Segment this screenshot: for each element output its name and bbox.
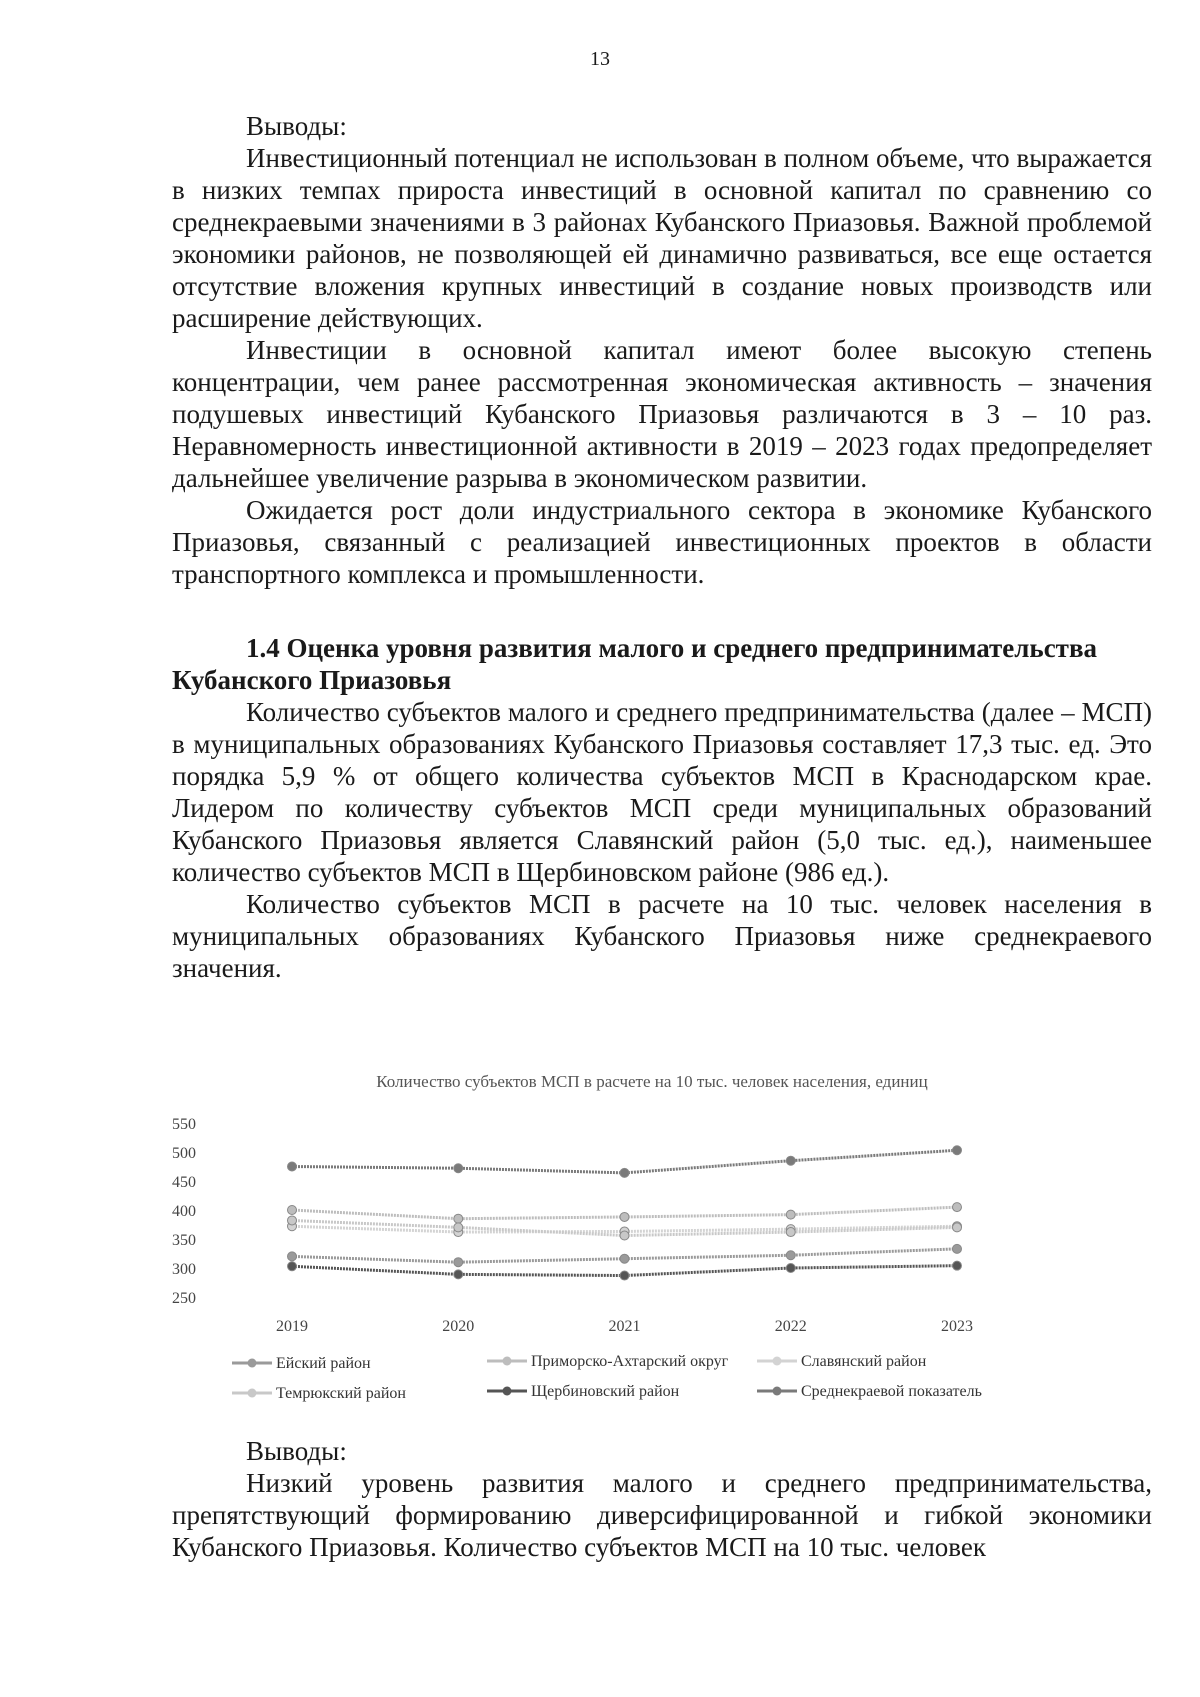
paragraph: Количество субъектов малого и среднего предпринимательства (далее – МСП) в муниципальных образованиях Кубанского Приазовья составляет 17,3 тыс. ед. Это порядка 5,9 % от общего количества субъектов МСП в Краснодарском крае. Лидером по количеству субъектов МСП среди муниципальных образований Кубанского Приазовья является Славянский район (5,0 тыс. ед.), наименьшее количество субъектов МСП в Щербиновском районе (986 ед.).: [172, 697, 1152, 887]
data-point: [288, 1206, 297, 1215]
legend-label: Славянский район: [801, 1353, 927, 1370]
line-chart: [172, 1065, 1152, 1410]
legend-swatch-marker: [248, 1389, 257, 1398]
legend-swatch-marker: [503, 1387, 512, 1396]
data-point: [786, 1228, 795, 1237]
data-point: [454, 1164, 463, 1173]
conclusions-label: Выводы:: [246, 1436, 347, 1466]
data-point: [288, 1216, 297, 1225]
data-point: [953, 1244, 962, 1253]
conclusions-label: Выводы:: [246, 111, 347, 141]
legend-label: Щербиновский район: [531, 1383, 680, 1400]
legend-label: Темрюкский район: [276, 1385, 406, 1402]
legend-swatch-marker: [773, 1387, 782, 1396]
data-point: [620, 1231, 629, 1240]
y-tick-label: 450: [172, 1174, 196, 1191]
paragraph: Ожидается рост доли индустриального сектора в экономике Кубанского Приазовья, связанный с реализацией инвестиционных проектов в области транспортного комплекса и промышленности.: [172, 495, 1152, 589]
msp-chart: [172, 1065, 1152, 1410]
conclusions-block-1: [172, 110, 1152, 590]
data-point: [620, 1271, 629, 1280]
data-point: [454, 1223, 463, 1232]
data-point: [786, 1264, 795, 1273]
y-tick-label: 400: [172, 1203, 196, 1220]
data-point: [953, 1261, 962, 1270]
y-tick-label: 300: [172, 1261, 196, 1278]
data-point: [454, 1258, 463, 1267]
data-point: [454, 1270, 463, 1279]
x-tick-label: 2021: [608, 1318, 641, 1335]
data-point: [620, 1254, 629, 1263]
x-tick-label: 2022: [774, 1318, 807, 1335]
y-tick-label: 250: [172, 1290, 196, 1307]
paragraph: Количество субъектов МСП в расчете на 10 тыс. человек населения в муниципальных образованиях Кубанского Приазовья ниже среднекраевого значения.: [172, 889, 1152, 983]
y-tick-label: 350: [172, 1232, 196, 1249]
data-point: [288, 1162, 297, 1171]
paragraph: Инвестиционный потенциал не использован в полном объеме, что выражается в низких темпах прироста инвестиций в основной капитал по сравнению со среднекраевыми значениями в 3 районах Кубанского Приазовья. Важной проблемой экономики районов, не позволяющей ей динамично развиваться, все еще остается отсутствие вложения крупных инвестиций в создание новых производств или расширение действующих.: [172, 143, 1152, 333]
legend-swatch-marker: [773, 1357, 782, 1366]
legend-label: Среднекраевой показатель: [801, 1383, 982, 1400]
data-point: [620, 1168, 629, 1177]
section-1-4: [172, 632, 1152, 984]
data-point: [953, 1146, 962, 1155]
x-tick-label: 2020: [442, 1318, 475, 1335]
x-tick-label: 2023: [941, 1318, 973, 1335]
x-tick-label: 2019: [276, 1318, 308, 1335]
data-point: [620, 1212, 629, 1221]
legend-swatch-marker: [248, 1359, 257, 1368]
legend-label: Ейский район: [276, 1355, 371, 1372]
legend-label: Приморско-Ахтарский округ: [531, 1353, 729, 1370]
legend-swatch-marker: [503, 1357, 512, 1366]
y-tick-label: 500: [172, 1145, 196, 1162]
data-point: [786, 1156, 795, 1165]
data-point: [288, 1252, 297, 1261]
paragraph: Инвестиции в основной капитал имеют более высокую степень концентрации, чем ранее рассмотренная экономическая активность – значения подушевых инвестиций Кубанского Приазовья различаются в 3 – 10 раз. Неравномерность инвестиционной активности в 2019 – 2023 годах предопределяет дальнейшее увеличение разрыва в экономическом развитии.: [172, 335, 1152, 493]
y-tick-label: 550: [172, 1116, 196, 1133]
data-point: [953, 1203, 962, 1212]
section-heading: 1.4 Оценка уровня развития малого и среднего предпринимательства Кубанского Приазовья: [172, 633, 1098, 695]
data-point: [454, 1214, 463, 1223]
data-point: [288, 1262, 297, 1271]
data-point: [786, 1251, 795, 1260]
conclusions-block-2: [172, 1435, 1152, 1563]
page-number: 13: [590, 48, 610, 70]
chart-title: Количество субъектов МСП в расчете на 10 тыс. человек населения, единиц: [376, 1072, 928, 1091]
data-point: [786, 1210, 795, 1219]
data-point: [953, 1223, 962, 1232]
paragraph: Низкий уровень развития малого и среднего предпринимательства, препятствующий формированию диверсифицированной и гибкой экономики Кубанского Приазовья. Количество субъектов МСП на 10 тыс. человек: [172, 1468, 1152, 1562]
